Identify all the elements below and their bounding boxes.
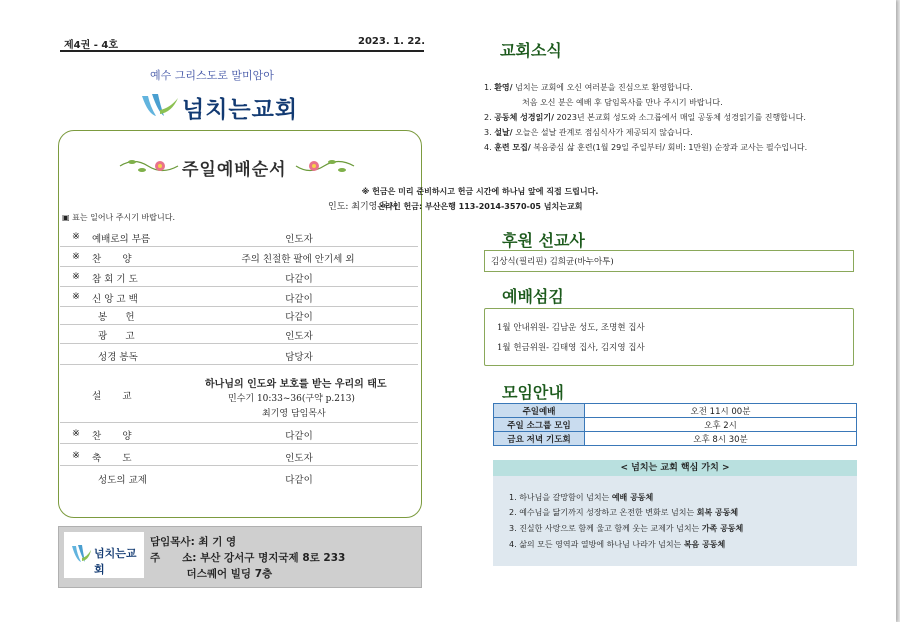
flower-ornament-icon (294, 153, 356, 179)
news-item (484, 127, 693, 138)
order-item-name: 봉 헌 (92, 312, 135, 323)
serve-title: 예배섬김 (502, 287, 564, 306)
order-item-person: 인도자 (285, 234, 313, 245)
order-item-name: 설 교 (92, 391, 132, 402)
footer-logo-text: 넘치는교회 (94, 547, 137, 576)
news-text: 2023년 본교회 성도와 소그룹에서 매일 공동체 성경읽기를 진행합니다. (556, 113, 806, 122)
news-num: 1. (484, 83, 492, 92)
news-head: 훈련 모집/ (494, 143, 531, 152)
footer-logo (64, 532, 144, 578)
online-offering: 온라인 헌금: 부산은행 113-2014-3570-05 넘치는교회 (377, 202, 583, 211)
church-address: 주 소: 부산 강서구 명지국제 8로 233 (150, 552, 346, 564)
news-text: 처음 오신 분은 예배 후 담임목사를 만나 주시기 바랍니다. (522, 98, 723, 107)
core-values-title: < 넘치는 교회 핵심 가치 > (493, 460, 857, 476)
news-head: 환영/ (494, 83, 513, 92)
stand-mark: ※ (72, 271, 80, 282)
meeting-time: 오후 8시 30분 (585, 432, 857, 446)
value-num: 3. (509, 524, 517, 533)
meeting-name: 주일 소그룹 모임 (494, 418, 585, 432)
order-row (60, 469, 418, 487)
meeting-time: 오후 2시 (585, 418, 857, 432)
news-head: 공동체 성경읽기/ (494, 113, 554, 122)
order-row (60, 248, 418, 267)
news-num: 2. (484, 113, 492, 122)
value-num: 4. (509, 540, 517, 549)
core-value-item (509, 539, 725, 550)
news-text: 오늘은 설날 관계로 점심식사가 제공되지 않습니다. (515, 128, 693, 137)
news-num: 4. (484, 143, 492, 152)
sermon-title: 하나님의 인도와 보호를 받는 우리의 태도 (205, 379, 387, 390)
order-item-name: 신 앙 고 백 (92, 294, 138, 305)
order-row (60, 228, 418, 247)
order-row (60, 306, 418, 325)
value-bold: 가족 공동체 (701, 524, 744, 533)
value-bold: 회복 공동체 (696, 508, 739, 517)
serve-box (484, 308, 854, 366)
stand-mark: ※ (72, 450, 80, 461)
order-row (60, 288, 418, 307)
order-item-name: 참 회 기 도 (92, 274, 138, 285)
news-item (522, 97, 723, 108)
news-text: 넘치는 교회에 오신 여러분을 진심으로 환영합니다. (515, 83, 693, 92)
value-bold: 복음 공동체 (683, 540, 726, 549)
value-text: 예수님을 닮기까지 성장하고 온전한 변화로 넘치는 (519, 508, 697, 517)
order-item-name: 축 도 (92, 453, 132, 464)
order-item-person: 인도자 (285, 331, 313, 342)
core-value-item (509, 523, 743, 534)
missionary-title: 후원 선교사 (502, 231, 585, 250)
order-item-name: 광 고 (92, 331, 135, 342)
order-row (60, 447, 418, 466)
news-text: 복음중심 삶 훈련(1월 29일 주일부터/ 회비: 1만원) 순장과 교사는 필수입니다. (533, 143, 808, 152)
offering-note: ※ 헌금은 미리 준비하시고 헌금 시간에 하나님 앞에 직접 드립니다. (361, 187, 599, 196)
church-motto: 예수 그리스도로 말미암아 (150, 69, 274, 82)
table-row (494, 418, 857, 432)
value-text: 진실한 사랑으로 함께 울고 함께 웃는 교제가 넘치는 (519, 524, 702, 533)
sermon-preacher: 최기영 담임목사 (262, 409, 326, 419)
ushers-line: 1월 안내위원- 김남운 성도, 조명현 집사 (497, 323, 645, 333)
missionary-names: 김상식(필리핀) 김희균(바누아투) (491, 257, 614, 267)
order-row (60, 425, 418, 444)
order-item-person: 인도자 (285, 453, 313, 464)
meeting-name: 주일예배 (494, 404, 585, 418)
stand-mark: ※ (72, 291, 80, 302)
news-title: 교회소식 (500, 41, 562, 60)
order-row (60, 325, 418, 344)
header-divider (60, 50, 424, 52)
value-text: 하나님을 갈망함이 넘치는 (519, 493, 612, 502)
value-num: 2. (509, 508, 517, 517)
stand-mark: ※ (72, 231, 80, 242)
table-row (494, 404, 857, 418)
bulletin-date: 2023. 1. 22. (358, 36, 426, 47)
order-item-name: 예배로의 부름 (92, 234, 151, 245)
issue-number: 제4권 - 4호 (64, 40, 119, 51)
order-item-person: 담당자 (285, 352, 313, 363)
news-item (484, 142, 807, 153)
meetings-table (493, 403, 857, 446)
value-num: 1. (509, 493, 517, 502)
sermon-scripture: 민수기 10:33~36(구약 p.213) (228, 394, 355, 404)
order-item-name: 찬 양 (92, 254, 132, 265)
church-name: 넘치는교회 (182, 97, 299, 123)
order-item-name: 성도의 교제 (92, 475, 147, 486)
core-value-item (509, 492, 653, 503)
order-item-desc: 주의 친절한 팔에 안기세 외 (241, 254, 355, 265)
value-text: 삶의 모든 영역과 열방에 하나님 나라가 넘치는 (519, 540, 684, 549)
value-bold: 예배 공동체 (611, 493, 654, 502)
order-item-person: 다같이 (285, 475, 313, 486)
pastor-name: 담임목사: 최 기 영 (150, 536, 237, 548)
order-row (60, 346, 418, 365)
standing-note: ▣ 표는 일어나 주시기 바랍니다. (62, 213, 176, 222)
stand-mark: ※ (72, 251, 80, 262)
order-row (60, 268, 418, 287)
flower-ornament-icon (118, 153, 180, 179)
meeting-time: 오전 11시 00분 (585, 404, 857, 418)
worship-order-title: 주일예배순서 (182, 160, 287, 180)
church-logo-icon (70, 542, 92, 566)
order-item-name: 성경 봉독 (92, 352, 138, 363)
order-item-name: 찬 양 (92, 431, 132, 442)
meeting-name: 금요 저녁 기도회 (494, 432, 585, 446)
order-item-person: 다같이 (285, 431, 313, 442)
news-item (484, 112, 806, 123)
worship-leader: 인도: 최기영 목사 (328, 202, 398, 212)
order-item-person: 다같이 (285, 312, 313, 323)
missionary-box (484, 250, 854, 272)
offering-team-line: 1월 헌금위원- 김태영 집사, 김지영 집사 (497, 343, 645, 353)
core-value-item (509, 507, 738, 518)
order-item-person: 다같이 (285, 294, 313, 305)
order-item-person: 다같이 (285, 274, 313, 285)
church-address-building: 더스퀘어 빌딩 7층 (150, 568, 273, 580)
stand-mark: ※ (72, 428, 80, 439)
news-head: 설날/ (494, 128, 513, 137)
news-num: 3. (484, 128, 492, 137)
table-row (494, 432, 857, 446)
meetings-title: 모임안내 (502, 383, 564, 402)
news-item (484, 82, 693, 93)
